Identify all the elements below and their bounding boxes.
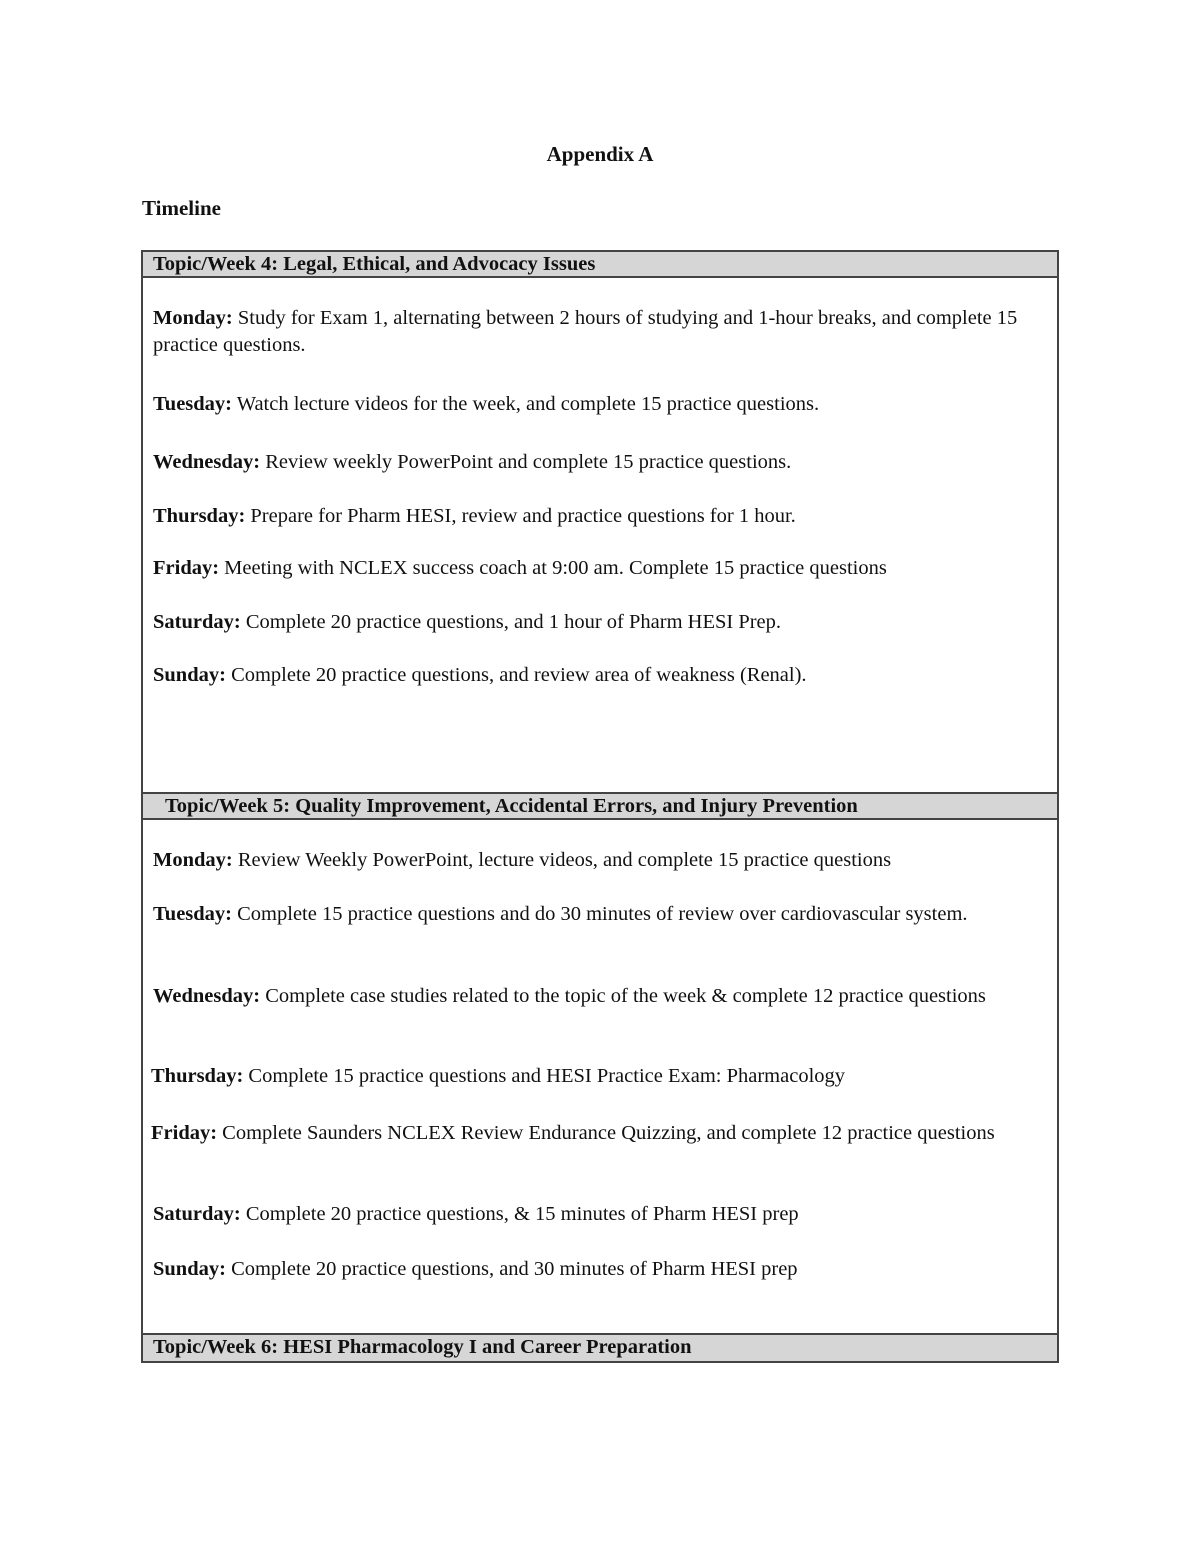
week-4-saturday [153,609,1038,636]
week-5-wednesday [153,983,1038,1010]
week-4-header: Topic/Week 4: Legal, Ethical, and Advocacy Issues [143,252,1057,278]
day-label: Sunday: [153,664,226,686]
day-label: Thursday: [153,505,246,527]
section-heading: Timeline [142,196,221,220]
day-task: Complete 20 practice questions, and 30 minutes of Pharm HESI prep [225,1258,798,1280]
day-task: Complete case studies related to the topic of the week & complete 12 practice questions [260,985,986,1007]
week-4-tuesday [153,391,1038,418]
day-task: Complete 20 practice questions, and 1 hour of Pharm HESI Prep. [240,611,782,633]
week-4-monday [153,305,1038,359]
day-label: Thursday: [151,1065,244,1087]
day-label: Wednesday: [153,451,261,473]
day-task: Complete 15 practice questions and do 30 minutes of review over cardiovascular system. [232,903,968,925]
day-task: Complete 15 practice questions and HESI Practice Exam: Pharmacology [243,1065,846,1087]
week-5-thursday [151,1063,1036,1090]
day-task: Study for Exam 1, alternating between 2 hours of studying and 1-hour breaks, and complete 15 practice questions. [153,307,1018,356]
week-4-schedule [143,278,1057,794]
day-task: Review Weekly PowerPoint, lecture videos, and complete 15 practice questions [232,849,892,871]
day-task: Watch lecture videos for the week, and complete 15 practice questions. [232,393,820,415]
week-5-friday [151,1120,1036,1147]
week-5-saturday [153,1201,1038,1228]
day-label: Saturday: [153,611,241,633]
day-task: Complete 20 practice questions, and review area of weakness (Renal). [225,664,807,686]
week-4-friday [153,555,1038,582]
timeline-table [141,250,1059,1363]
day-label: Monday: [153,307,233,329]
day-label: Saturday: [153,1203,241,1225]
day-label: Sunday: [153,1258,226,1280]
day-label: Wednesday: [153,985,261,1007]
day-task: Complete Saunders NCLEX Review Endurance Quizzing, and complete 12 practice questions [217,1122,995,1144]
week-6-header: Topic/Week 6: HESI Pharmacology I and Career Preparation [143,1335,1057,1361]
day-task: Meeting with NCLEX success coach at 9:00 am. Complete 15 practice questions [219,557,887,579]
day-label: Tuesday: [153,903,232,925]
day-task: Review weekly PowerPoint and complete 15 practice questions. [260,451,792,473]
week-5-monday [153,847,1038,874]
page-title: Appendix A [546,142,654,166]
day-label: Friday: [151,1122,218,1144]
week-5-header: Topic/Week 5: Quality Improvement, Accidental Errors, and Injury Prevention [143,794,1057,820]
day-task: Prepare for Pharm HESI, review and practice questions for 1 hour. [245,505,796,527]
day-label: Friday: [153,557,220,579]
week-5-schedule [143,820,1057,1335]
week-4-wednesday [153,449,1038,476]
day-label: Tuesday: [153,393,232,415]
week-5-sunday [153,1256,1038,1283]
day-task: Complete 20 practice questions, & 15 minutes of Pharm HESI prep [240,1203,799,1225]
week-4-thursday [153,503,1038,530]
day-label: Monday: [153,849,233,871]
week-4-sunday [153,662,1038,689]
week-5-tuesday [153,901,1038,928]
